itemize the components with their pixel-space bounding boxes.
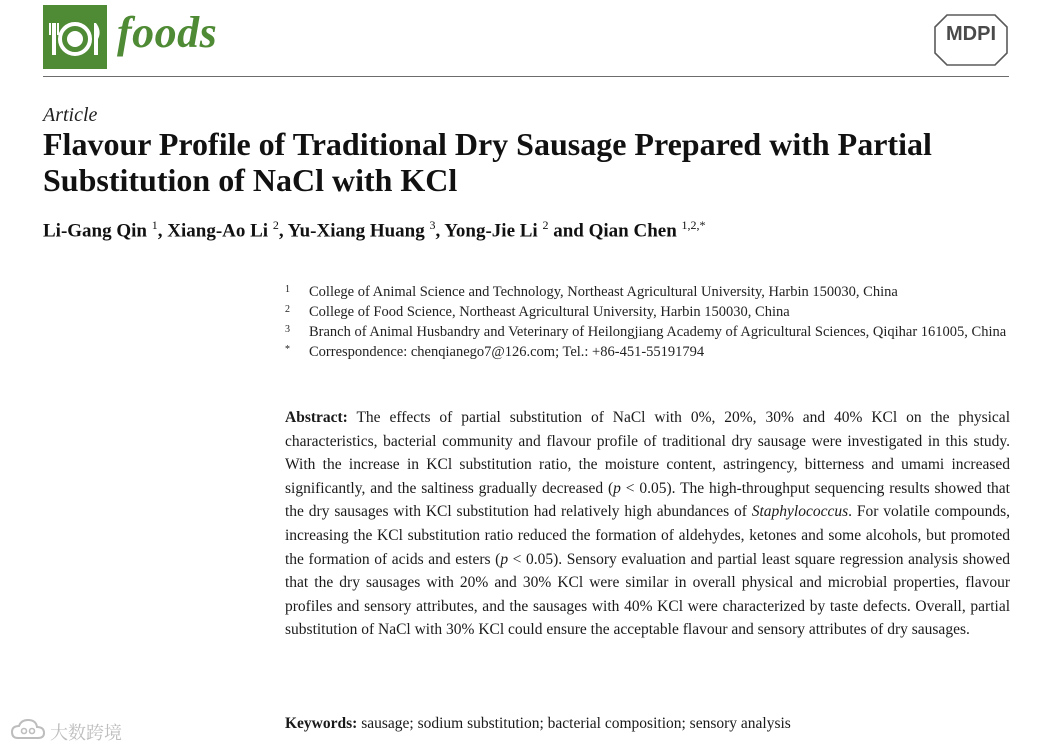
- affiliation-text: Branch of Animal Husbandry and Veterinary of Heilongjiang Academy of Agricultural Sciences, Qiqihar 161005, China: [309, 324, 1007, 340]
- affiliation-mark: 3: [285, 324, 290, 335]
- author-name[interactable]: Yong-Jie Li: [444, 220, 538, 242]
- journal-logo[interactable]: [43, 5, 107, 69]
- author-name[interactable]: Xiang-Ao Li: [167, 220, 269, 242]
- affiliation-list: [285, 282, 1010, 362]
- publisher-name: MDPI: [946, 23, 996, 45]
- keywords: [285, 715, 1010, 733]
- author-name[interactable]: Qian Chen: [588, 220, 677, 242]
- author-list: [43, 218, 1023, 242]
- genus-name: Staphylococcus: [751, 503, 849, 521]
- p-value-symbol: p: [500, 550, 509, 568]
- correspondence-text[interactable]: Correspondence: chenqianego7@126.com; Tel.: +86-451-55191794: [309, 344, 705, 360]
- journal-header: [43, 5, 1009, 77]
- p-value-symbol: p: [613, 479, 621, 497]
- abstract: [285, 406, 1010, 642]
- author-affiliation-mark: 2: [542, 218, 549, 232]
- correspondence-mark: *: [285, 344, 290, 355]
- author-affiliation-mark: 2: [272, 218, 279, 232]
- publisher-logo[interactable]: [933, 13, 1009, 67]
- abstract-text: < 0.05). The high-throughput sequencing results showed that the dry sausages with KCl substitution had relatively high abundances of: [285, 479, 1010, 521]
- author-separator: and: [548, 220, 589, 242]
- abstract-label: Abstract:: [285, 409, 348, 426]
- author-affiliation-mark: 1,2,*: [681, 218, 706, 232]
- author-affiliation-mark: 3: [429, 218, 436, 232]
- affiliation-item: [285, 322, 1010, 342]
- author-name[interactable]: Li-Gang Qin: [43, 220, 147, 242]
- affiliation-item: [285, 302, 1010, 322]
- affiliation-mark: 2: [285, 304, 290, 315]
- paper-title: Flavour Profile of Traditional Dry Sausage Prepared with Partial Substitution of NaCl with KCl: [43, 126, 932, 198]
- cloud-logo-icon: [10, 718, 46, 742]
- keywords-label: Keywords:: [285, 715, 358, 732]
- affiliation-mark: 1: [285, 284, 290, 295]
- correspondence-item: [285, 342, 1010, 362]
- journal-name[interactable]: foods: [117, 8, 218, 57]
- watermark: [10, 716, 150, 744]
- author-affiliation-mark: 1: [151, 218, 158, 232]
- abstract-text: . For volatile compounds, increasing the KCl substitution ratio reduced the formation of aldehydes, ketones and some alcohols, but promoted the formation of acids and esters (: [285, 503, 1010, 568]
- article-type: Article: [43, 104, 98, 126]
- keywords-text: sausage; sodium substitution; bacterial composition; sensory analysis: [357, 715, 791, 732]
- affiliation-item: [285, 282, 1010, 302]
- author-separator: ,: [435, 220, 445, 242]
- abstract-text: The effects of partial substitution of NaCl with 0%, 20%, 30% and 40% KCl on the physical characteristics, bacterial community and flavour profile of traditional dry sausage were investigated in this study. With the increase in KCl substitution ratio, the moisture content, astringency, bitterness and umami increased significantly, and the saltiness gradually decreased (: [285, 409, 1010, 497]
- author-separator: ,: [278, 220, 288, 242]
- affiliation-text: College of Animal Science and Technology, Northeast Agricultural University, Harbin 150030, China: [309, 284, 898, 300]
- plate-cutlery-icon: [43, 5, 107, 69]
- author-separator: ,: [157, 220, 168, 242]
- abstract-text: < 0.05). Sensory evaluation and partial least square regression analysis showed that the dry sausages with 20% and 30% KCl were similar in overall physical and microbial properties, flavour profiles and sensory attributes, and the sausages with 40% KCl were characterized by taste defects. Overall, partial substitution of NaCl with 30% KCl could ensure the acceptable flavour and sensory attributes of dry sausages.: [285, 550, 1010, 639]
- author-name[interactable]: Yu-Xiang Huang: [287, 220, 425, 242]
- header-divider: [43, 76, 1009, 77]
- affiliation-text: College of Food Science, Northeast Agricultural University, Harbin 150030, China: [309, 304, 790, 320]
- watermark-text: 大数跨境: [50, 723, 122, 744]
